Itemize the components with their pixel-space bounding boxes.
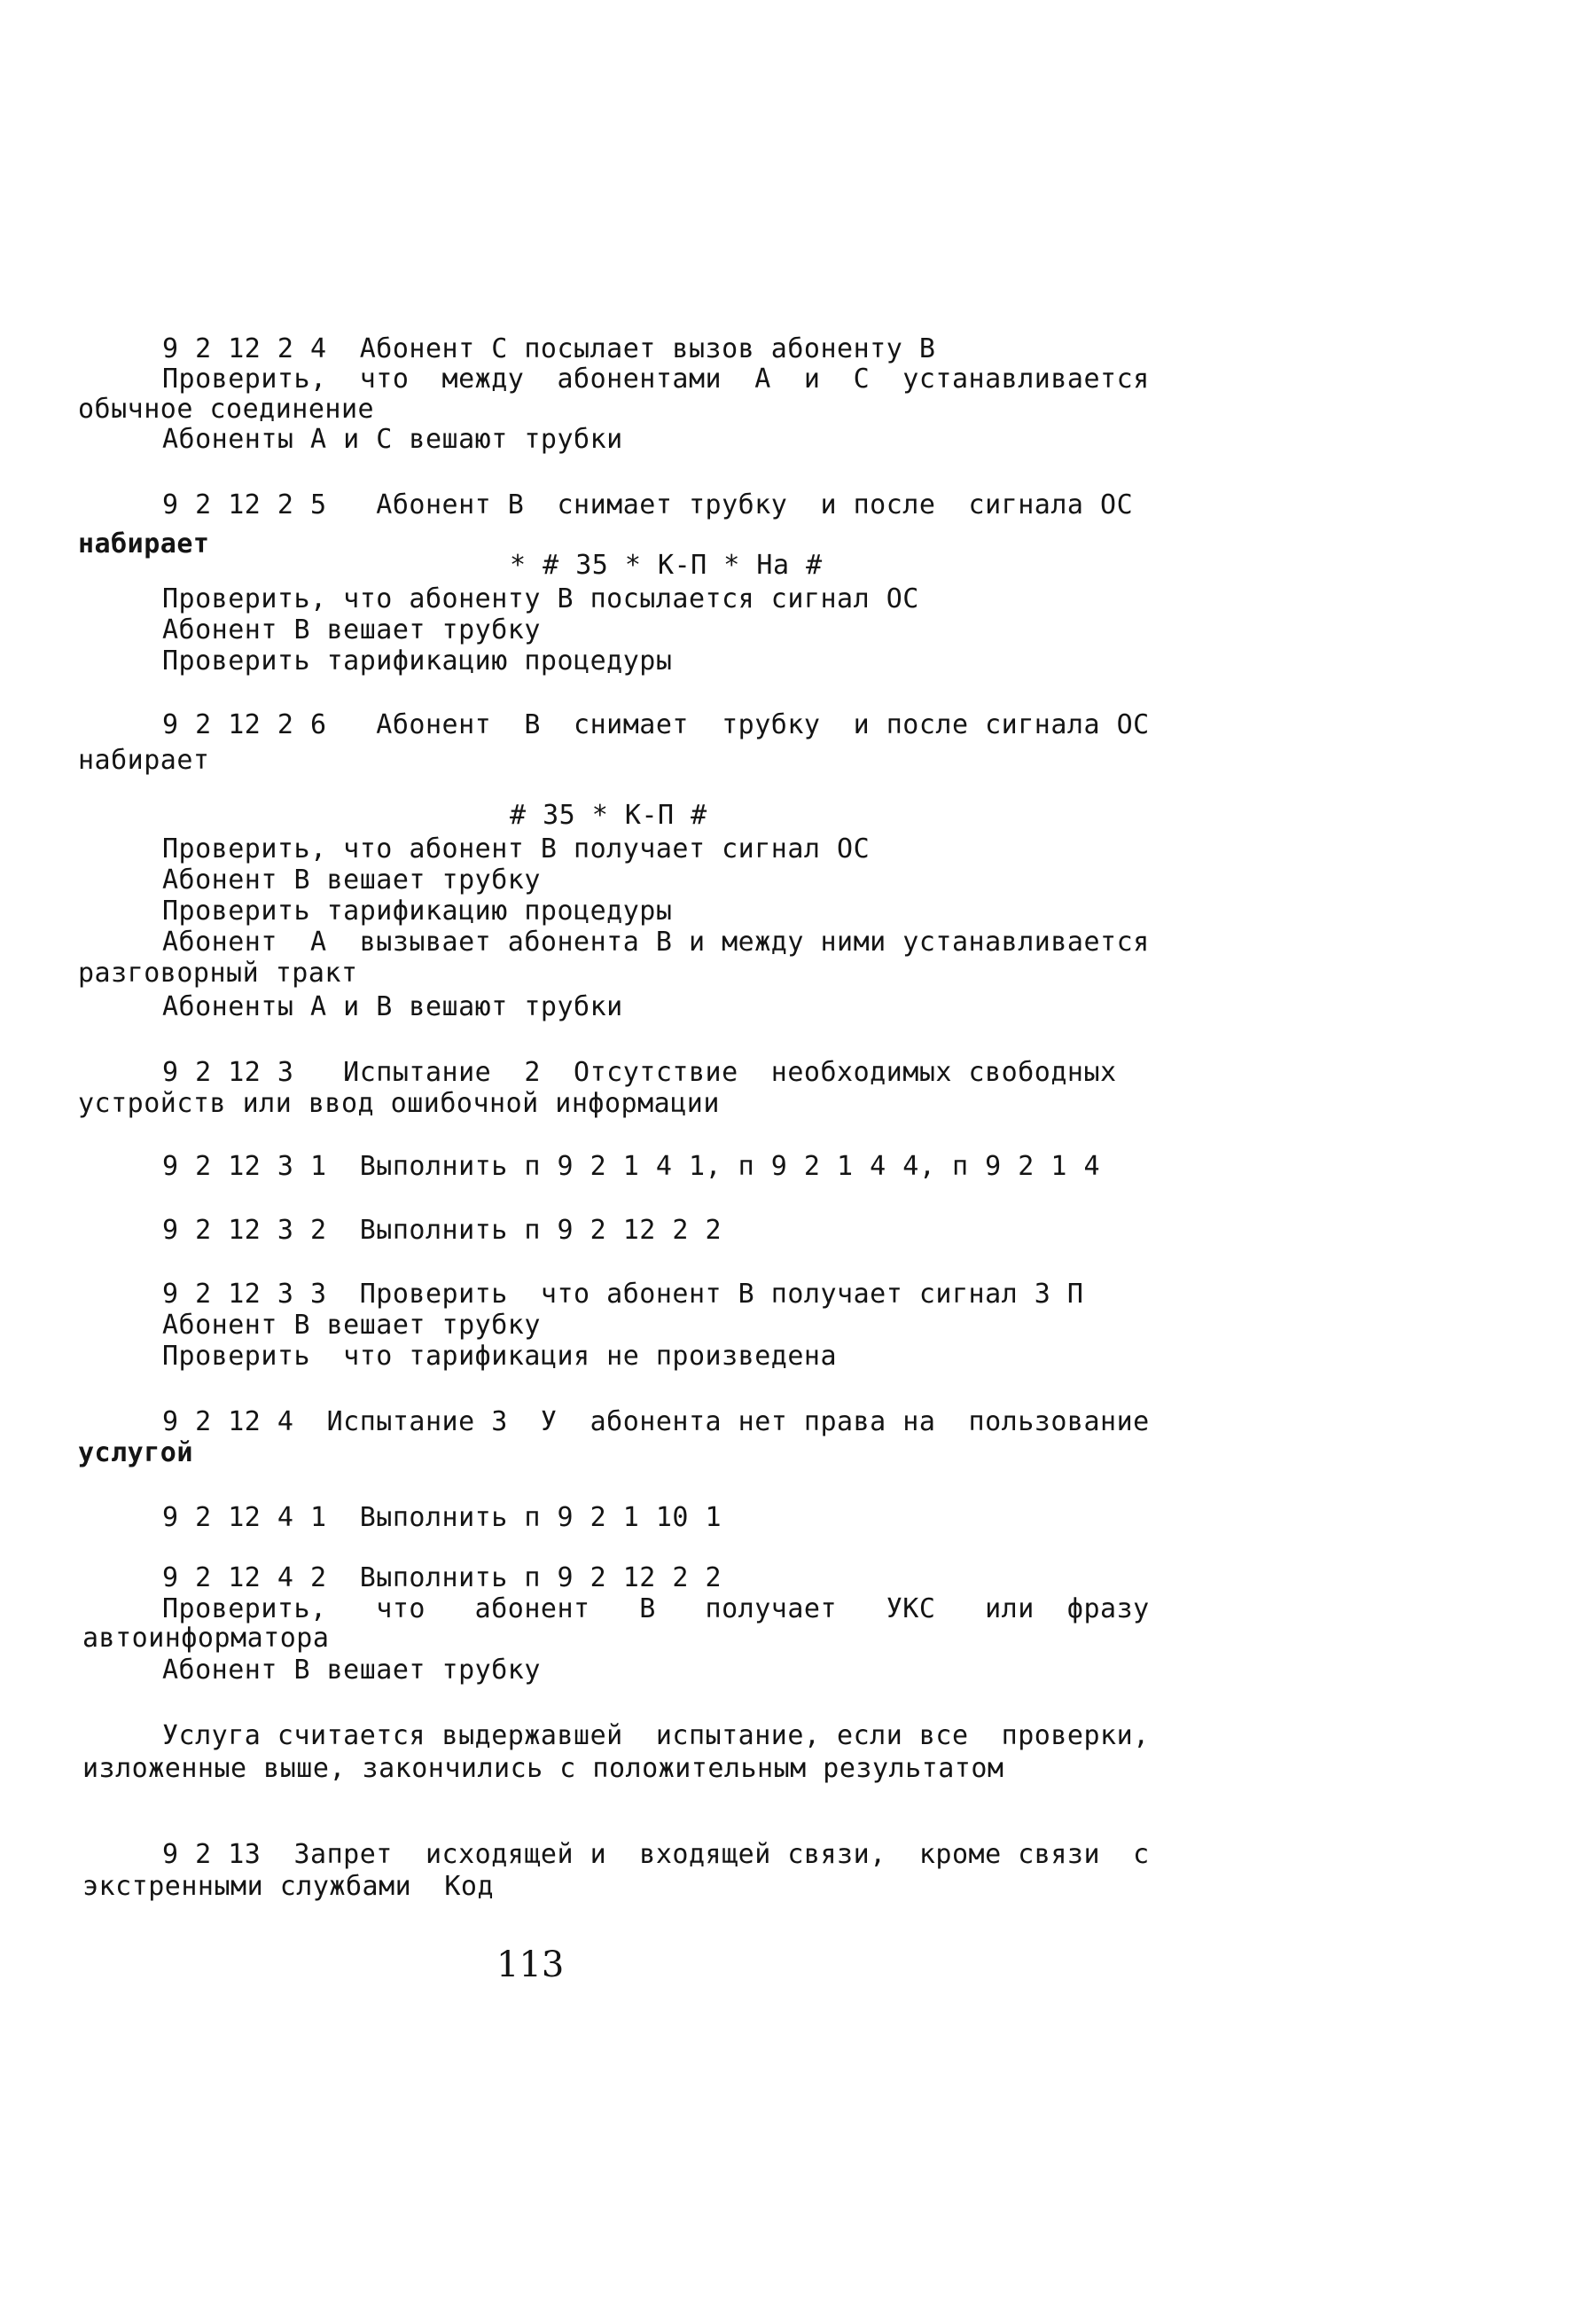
paragraph-line: 9 2 12 2 4 Абонент С посылает вызов абоненту В <box>162 333 936 364</box>
paragraph-line: Услуга считается выдержавшей испытание, если все проверки, <box>162 1720 1150 1751</box>
paragraph-line: Проверить что тарификация не произведена <box>162 1341 838 1372</box>
paragraph-line: Проверить, что между абонентами А и С устанавливается <box>162 364 1150 395</box>
paragraph-line: автоинформатора <box>82 1623 330 1654</box>
paragraph-line: набирает <box>78 745 210 776</box>
paragraph-line: изложенные выше, закончились с положительным результатом <box>82 1753 1004 1784</box>
paragraph-line: 9 2 12 2 5 Абонент В снимает трубку и после сигнала ОС <box>162 489 1134 520</box>
paragraph-line: 9 2 12 3 2 Выполнить п 9 2 12 2 2 <box>162 1215 722 1246</box>
paragraph-line: Проверить тарификацию процедуры <box>162 896 673 927</box>
paragraph-line: Абоненты А и В вешают трубки <box>162 991 623 1022</box>
paragraph-line: Проверить, что абоненту В посылается сигнал ОС <box>162 583 919 614</box>
paragraph-line: Абонент В вешает трубку <box>162 1310 541 1341</box>
paragraph-line: Абонент А вызывает абонента В и между ними устанавливается <box>162 927 1150 958</box>
paragraph-line: разговорный тракт <box>78 958 358 989</box>
paragraph-line: 9 2 13 Запрет исходящей и входящей связи, кроме связи с <box>162 1839 1150 1870</box>
paragraph-line: экстренными службами Код <box>82 1871 495 1902</box>
page-number: 113 <box>496 1944 565 1985</box>
paragraph-line: 9 2 12 4 Испытание 3 У абонента нет права на пользование <box>162 1406 1150 1437</box>
dial-code-line: # 35 * К-П # <box>510 800 707 831</box>
paragraph-line: 9 2 12 3 1 Выполнить п 9 2 1 4 1, п 9 2 1 4 4, п 9 2 1 4 <box>162 1151 1101 1182</box>
paragraph-line: услугой <box>78 1437 193 1468</box>
paragraph-line: 9 2 12 3 Испытание 2 Отсутствие необходимых свободных <box>162 1057 1117 1088</box>
paragraph-line: Проверить тарификацию процедуры <box>162 646 673 677</box>
paragraph-line: устройств или ввод ошибочной информации <box>78 1088 720 1119</box>
paragraph-line: 9 2 12 3 3 Проверить что абонент В получает сигнал З П <box>162 1279 1084 1310</box>
paragraph-line: Абонент В вешает трубку <box>162 614 541 646</box>
paragraph-line: Абоненты А и С вешают трубки <box>162 424 623 455</box>
paragraph-line: Абонент В вешает трубку <box>162 1655 541 1686</box>
paragraph-line: Абонент В вешает трубку <box>162 865 541 896</box>
paragraph-line: 9 2 12 4 1 Выполнить п 9 2 1 10 1 <box>162 1502 722 1533</box>
paragraph-line: 9 2 12 4 2 Выполнить п 9 2 12 2 2 <box>162 1562 722 1593</box>
paragraph-line: обычное соединение <box>78 394 375 425</box>
paragraph-line: набирает <box>78 528 210 559</box>
paragraph-line: Проверить, что абонент В получает сигнал ОС <box>162 833 871 865</box>
paragraph-line: 9 2 12 2 6 Абонент В снимает трубку и после сигнала ОС <box>162 709 1150 740</box>
dial-code-line: * # 35 * К-П * На # <box>510 550 823 581</box>
paragraph-line: Проверить, что абонент В получает УКС или фразу <box>162 1593 1150 1624</box>
